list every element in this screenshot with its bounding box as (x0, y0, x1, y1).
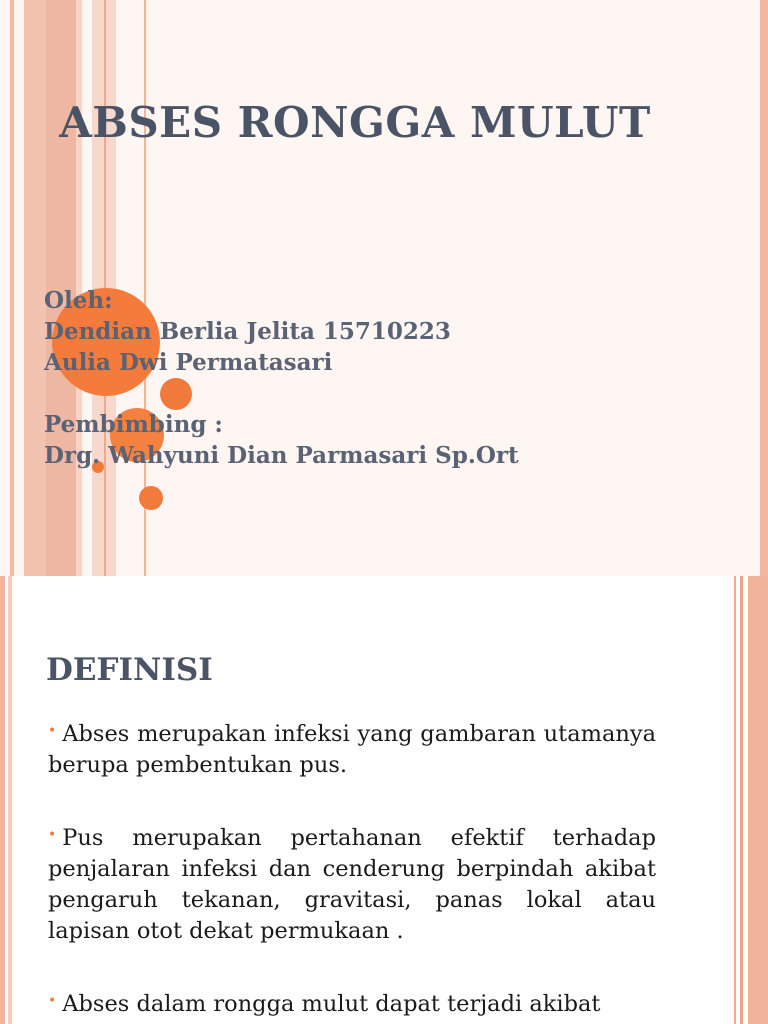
decorative-line (734, 576, 736, 1024)
author-label: Oleh: (44, 287, 113, 314)
decorative-circle (160, 378, 192, 410)
definition-paragraph (48, 986, 656, 1020)
author-name-1: Dendian Berlia Jelita 15710223 (44, 318, 451, 345)
decorative-stripe (8, 576, 12, 1024)
decorative-circle (139, 486, 163, 510)
paragraph-text: Abses merupakan infeksi yang gambaran utamanya berupa pembentukan pus. (48, 721, 656, 778)
supervisor-label: Pembimbing : (44, 411, 223, 438)
decorative-line (740, 576, 743, 1024)
definition-paragraph (48, 820, 656, 947)
paragraph-text: Pus merupakan pertahanan efektif terhadap penjalaran infeksi dan cenderung berpindah akibat pengaruh tekanan, gravitasi, panas lokal atau lapisan otot dekat permukaan . (48, 825, 656, 944)
supervisor-name: Drg. Wahyuni Dian Parmasari Sp.Ort (44, 442, 519, 469)
decorative-stripe (760, 0, 768, 576)
decorative-stripe (0, 576, 5, 1024)
definition-slide (0, 576, 768, 1024)
author-name-2: Aulia Dwi Permatasari (44, 349, 333, 376)
definition-paragraph (48, 716, 656, 781)
section-heading: DEFINISI (46, 652, 213, 688)
decorative-stripe (24, 0, 46, 576)
decorative-stripe (748, 576, 768, 1024)
paragraph-text: Abses dalam rongga mulut dapat terjadi akibat (62, 991, 601, 1017)
slide-title: ABSES RONGGA MULUT (59, 98, 651, 147)
bullet-icon: • (48, 827, 57, 843)
bullet-icon: • (48, 993, 57, 1009)
decorative-stripe (10, 0, 14, 576)
bullet-icon: • (48, 723, 57, 739)
